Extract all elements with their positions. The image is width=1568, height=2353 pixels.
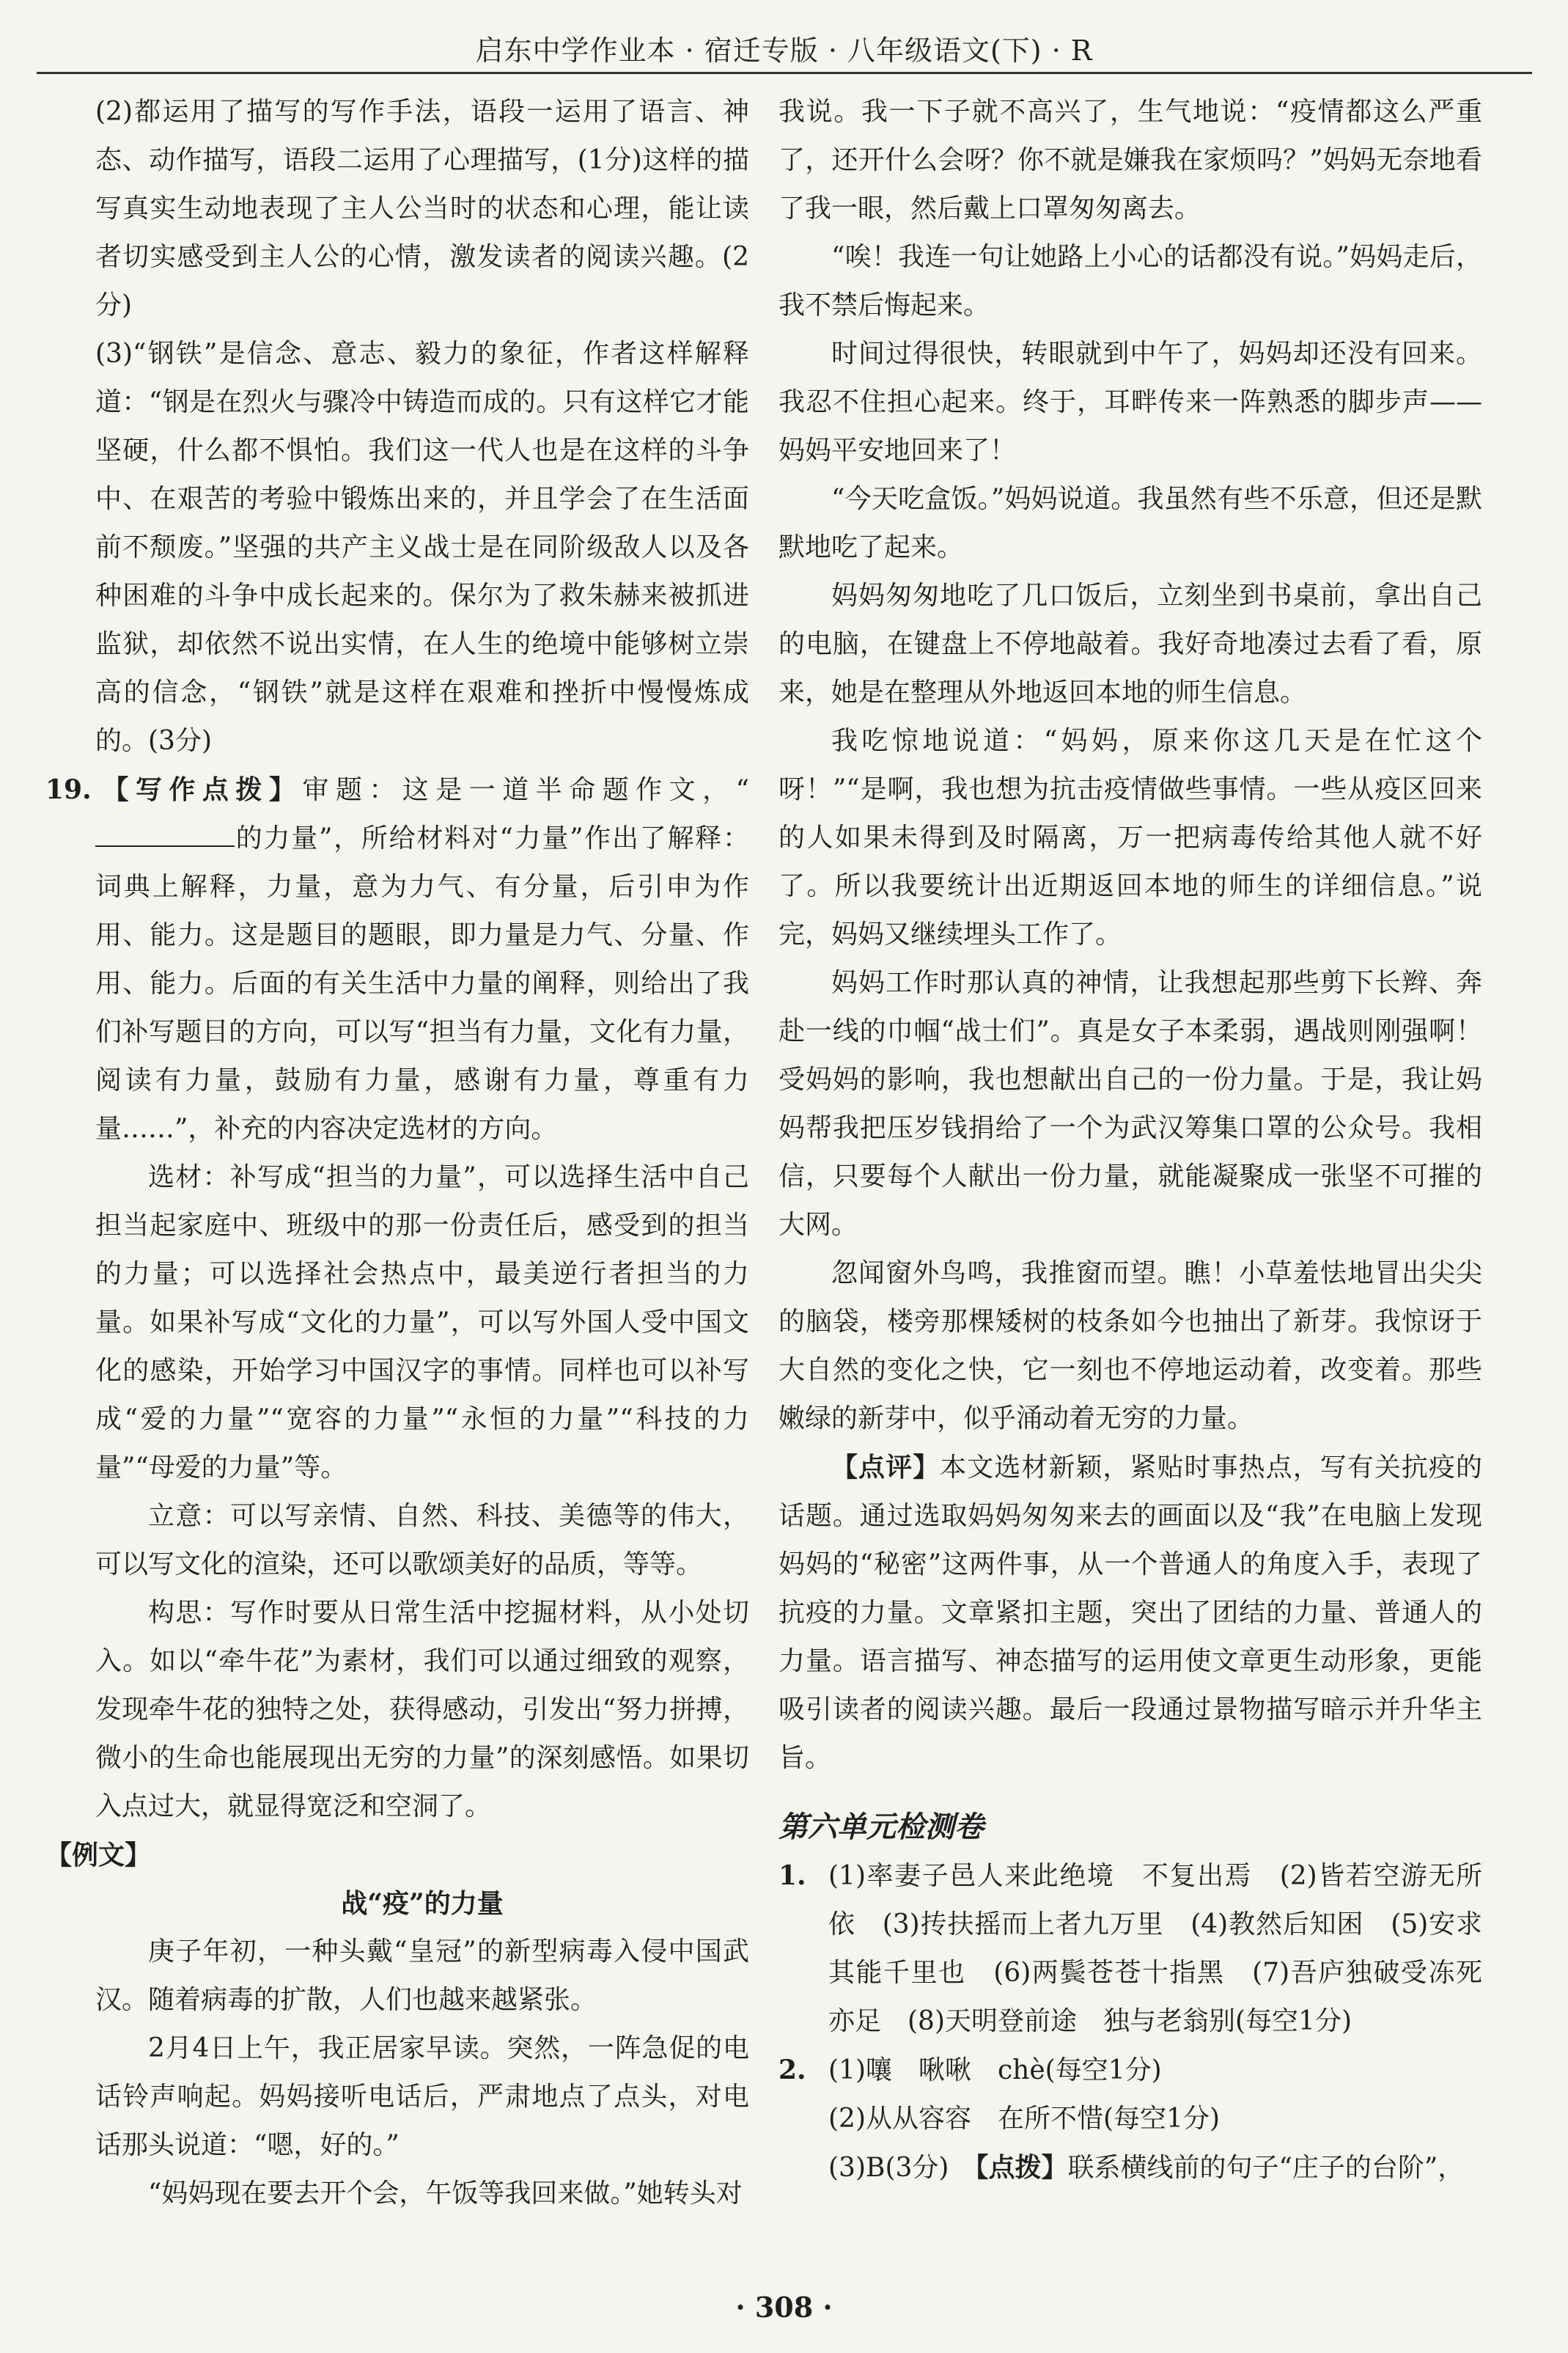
answer-2-3 [779,2143,1482,2192]
question-text: 审题：这是一道半命题作文，“ [302,775,749,805]
essay-paragraph: 时间过得很快，转眼就到中午了，妈妈却还没有回来。我忍不住担心起来。终于，耳畔传来一阵熟悉的脚步声——妈妈平安地回来了！ [779,339,1482,466]
answer-1 [779,1851,1482,2046]
essay-paragraph: 我吃惊地说道：“妈妈，原来你这几天是在忙这个呀！”“是啊，我也想为抗击疫情做些事情。一些从疫区回来的人如果未得到及时隔离，万一把病毒传给其他人就不好了。所以我要统计出近期返回本地的师生的详细信息。”说完，妈妈又继续埋头工作了。 [779,726,1482,950]
writing-tip-tag: 【写作点拨】 [95,774,303,805]
essay-paragraph: 2月4日上午，我正居家早读。突然，一阵急促的电话铃声响起。妈妈接听电话后，严肃地点了点头，对电话那头说道：“嗯，好的。” [95,2033,749,2160]
essay-paragraph: 妈妈匆匆地吃了几口饭后，立刻坐到书桌前，拿出自己的电脑，在键盘上不停地敲着。我好奇地凑过去看了看，原来，她是在整理从外地返回本地的师生信息。 [779,581,1482,708]
answer-text: (1)率妻子邑人来此绝境 不复出焉 (2)皆若空游无所依 (3)抟扶摇而上者九万里 (4)教然后知困 (5)安求其能千里也 (6)两鬓苍苍十指黑 (7)吾庐独破受冻死亦足 (8)天明登前途 独与老翁别(每空1分) [828,1861,1482,2036]
essay-title: 战“疫”的力量 [341,1888,504,1919]
essay-paragraph: 我说。我一下子就不高兴了，生气地说：“疫情都这么严重了，还开什么会呀？你不就是嫌我在家烦吗？”妈妈无奈地看了我一眼，然后戴上口罩匆匆离去。 [779,97,1482,224]
essay-paragraph: “唉！我连一句让她路上小心的话都没有说。”妈妈走后，我不禁后悔起来。 [779,242,1482,320]
question-number: 19. [45,774,92,805]
section-title: 第六单元检测卷 [779,1810,984,1844]
answer-2 [779,2046,1482,2095]
comment-tag: 【点评】 [831,1452,941,1483]
right-column [779,88,1482,2192]
essay-paragraph: 忽闻窗外鸟鸣，我推窗而望。瞧！小草羞怯地冒出尖尖的脑袋，楼旁那棵矮树的枝条如今也抽出了新芽。我惊讶于大自然的变化之快，它一刻也不停地运动着，改变着。那些嫩绿的新芽中，似乎涌动着无穷的力量。 [779,1258,1482,1434]
page-number: · 308 · [735,2291,833,2324]
comment-paragraph [779,1443,1482,1783]
essay-paragraph: 妈妈工作时那认真的神情，让我想起那些剪下长辫、奔赴一线的巾帼“战士们”。真是女子本柔弱，遇战则刚强啊！受妈妈的影响，我也想献出自己的一份力量。于是，我让妈妈帮我把压岁钱捐给了一个为武汉筹集口罩的公众号。我相信，只要每个人献出一份力量，就能凝聚成一张坚不可摧的大网。 [779,968,1482,1240]
left-column [45,88,749,2218]
material-paragraph: 选材：补写成“担当的力量”，可以选择生活中自己担当起家庭中、班级中的那一份责任后，感受到的担当的力量；可以选择社会热点中，最美逆行者担当的力量。如果补写成“文化的力量”，可以写外国人受中国文化的感染，开始学习中国汉字的事情。同样也可以补写成“爱的力量”“宽容的力量”“永恒的力量”“科技的力量”“母爱的力量”等。 [95,1162,749,1483]
page-header: 启东中学作业本 · 宿迁专版 · 八年级语文(下) · R [475,34,1093,67]
answer-paragraph: (2)都运用了描写的写作手法，语段一运用了语言、神态、动作描写，语段二运用了心理描写，(1分)这样的描写真实生动地表现了主人公当时的状态和心理，能让读者切实感受到主人公的心情，激发读者的阅读兴趣。(2分) [95,97,749,320]
question-text: 的力量”，所给材料对“力量”作出了解释：词典上解释，力量，意为力气、有分量，后引申为作用、能力。这是题目的题眼，即力量是力气、分量、作用、能力。后面的有关生活中力量的阐释，则给出了我们补写题目的方向，可以写“担当有力量，文化有力量，阅读有力量，鼓励有力量，感谢有力量，尊重有力量……”，补充的内容决定选材的方向。 [95,823,749,1144]
answer-text: 联系横线前的句子“庄子的台阶”， [1067,2153,1465,2183]
essay-paragraph: “今天吃盒饭。”妈妈说道。我虽然有些不乐意，但还是默默地吃了起来。 [779,484,1482,562]
comment-text: 本文选材新颖，紧贴时事热点，写有关抗疫的话题。通过选取妈妈匆匆来去的画面以及“我”在电脑上发现妈妈的“秘密”这两件事，从一个普通人的角度入手，表现了抗疫的力量。文章紧扣主题，突出了团结的力量、普通人的力量。语言描写、神态描写的运用使文章更生动形象，更能吸引读者的阅读兴趣。最后一段通过景物描写暗示并升华主旨。 [779,1453,1482,1773]
question-19 [45,766,749,1153]
answer-paragraph: (3)“钢铁”是信念、意志、毅力的象征，作者这样解释道：“钢是在烈火与骤冷中铸造而成的。只有这样它才能坚硬，什么都不惧怕。我们这一代人也是在这样的斗争中、在艰苦的考验中锻炼出来的，并且学会了在生活面前不颓废。”坚强的共产主义战士是在同阶级敌人以及各种困难的斗争中成长起来的。保尔为了救朱赫来被抓进监狱，却依然不说出实情，在人生的绝境中能够树立崇高的信念，“钢铁”就是这样在艰难和挫折中慢慢炼成的。(3分) [95,339,749,756]
question-number: 1. [779,1860,806,1891]
example-tag: 【例文】 [45,1840,152,1871]
header-rule [37,72,1532,74]
theme-paragraph: 立意：可以写亲情、自然、科技、美德等的伟大，可以写文化的渲染，还可以歌颂美好的品质，等等。 [95,1501,749,1579]
answer-text: (3)B(3分) [828,2153,976,2183]
answer-2-2: (2)从从容容 在所不惜(每空1分) [828,2104,1220,2134]
answer-text: (1)嚷 啾啾 chè(每空1分) [828,2055,1162,2085]
hint-tag: 【点拨】 [975,2152,1068,2183]
essay-paragraph: “妈妈现在要去开个会，午饭等我回来做。”她转头对 [148,2178,743,2209]
essay-paragraph: 庚子年初，一种头戴“皇冠”的新型病毒入侵中国武汉。随着病毒的扩散，人们也越来越紧张。 [95,1937,749,2015]
structure-paragraph: 构思：写作时要从日常生活中挖掘材料，从小处切入。如以“牵牛花”为素材，我们可以通过细致的观察，发现牵牛花的独特之处，获得感动，引发出“努力拼搏，微小的生命也能展现出无穷的力量”的深刻感悟。如果切入点过大，就显得宽泛和空洞了。 [95,1598,749,1821]
fill-blank [95,823,235,847]
question-number: 2. [779,2055,806,2085]
